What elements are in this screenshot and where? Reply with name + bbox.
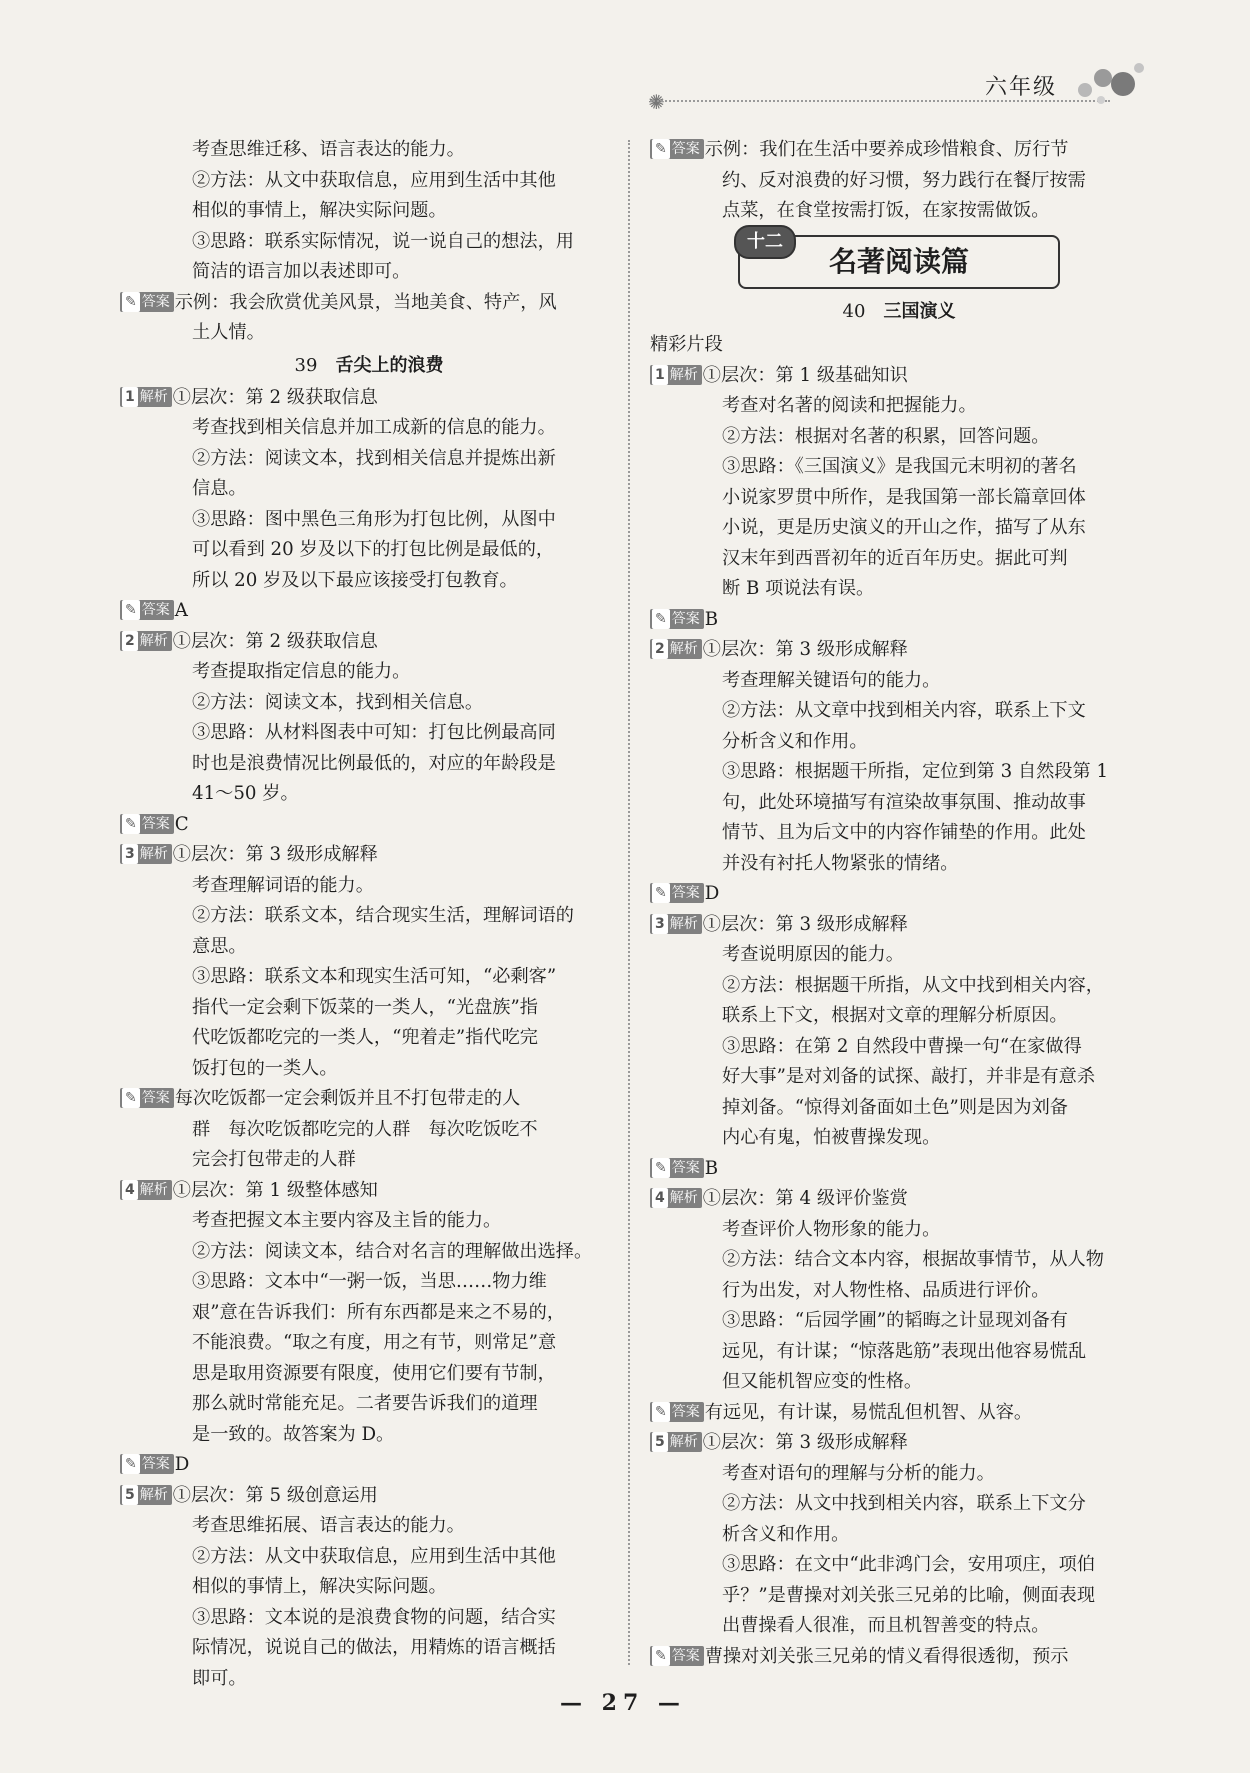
text-line: 不能浪费。“取之有度，用之有节，则常足”意 xyxy=(192,1332,557,1353)
analysis-text: ①层次：第 3 级形成解释 xyxy=(702,639,908,660)
text-line: 汉末年到西晋初年的近百年历史。据此可判 xyxy=(722,547,1068,569)
section-title xyxy=(120,349,618,383)
text-line: ②方法：从文中获取信息，应用到生活中其他 xyxy=(192,169,556,191)
analysis-tag xyxy=(650,639,702,659)
chapter-title-box xyxy=(738,230,1060,289)
answer-tag xyxy=(120,600,174,620)
answer-icon: ✎ xyxy=(652,609,670,629)
section-name: 三国演义 xyxy=(883,300,956,322)
analysis-tag xyxy=(650,365,702,385)
answer-tag xyxy=(650,1646,704,1666)
answer-icon: ✎ xyxy=(652,1402,670,1422)
analysis-text: ①层次：第 2 级获取信息 xyxy=(172,630,378,652)
text-line: ②方法：联系文本，结合现实生活，理解词语的 xyxy=(192,905,574,926)
text-line: 好大事”是对刘备的试探、敲打，并非是有意杀 xyxy=(722,1066,1096,1087)
question-number: 3 xyxy=(652,914,668,934)
analysis-line xyxy=(650,1184,1148,1215)
answer-tag xyxy=(120,1088,174,1108)
answer-text: D xyxy=(704,883,720,904)
text-line: ②方法：根据题干所指，从文中找到相关内容， xyxy=(722,974,1104,996)
answer-text: 曹操对刘关张三兄弟的情义看得很透彻，预示 xyxy=(704,1645,1069,1667)
analysis-text: ①层次：第 5 级创意运用 xyxy=(172,1484,378,1506)
analysis-line xyxy=(120,383,618,414)
analysis-line xyxy=(650,910,1148,941)
analysis-text: ①层次：第 3 级形成解释 xyxy=(172,844,378,865)
analysis-tag xyxy=(650,1188,702,1208)
text-line: 分析含义和作用。 xyxy=(722,730,868,752)
analysis-line xyxy=(120,1481,618,1512)
text-line: 指代一定会剩下饭菜的一类人，“光盘族”指 xyxy=(192,996,538,1018)
text-line: ②方法：结合文本内容，根据故事情节，从人物 xyxy=(722,1249,1104,1270)
answer-label: 答案 xyxy=(671,1159,700,1176)
analysis-tag xyxy=(650,914,702,934)
text-line: 考查思维迁移、语言表达的能力。 xyxy=(192,139,465,160)
answer-tag xyxy=(120,1454,174,1474)
answer-tag xyxy=(650,1158,704,1178)
text-line: ②方法：阅读文本，结合对名言的理解做出选择。 xyxy=(192,1240,593,1262)
question-number: 1 xyxy=(652,365,668,385)
analysis-text: ①层次：第 1 级基础知识 xyxy=(702,364,908,386)
answer-tag xyxy=(650,139,704,159)
text-line: 所以 20 岁及以下最应该接受打包教育。 xyxy=(192,569,518,591)
text-line: 考查说明原因的能力。 xyxy=(722,944,904,965)
answer-label: 答案 xyxy=(671,141,700,157)
text-line: 际情况，说说自己的做法，用精炼的语言概括 xyxy=(192,1637,556,1658)
analysis-text: ①层次：第 2 级获取信息 xyxy=(172,386,378,408)
text-line: 可以看到 20 岁及以下的打包比例是最低的， xyxy=(192,539,555,560)
text-line: 简洁的语言加以表述即可。 xyxy=(192,261,411,282)
answer-text: A xyxy=(174,600,188,621)
text-line: ②方法：阅读文本，找到相关信息。 xyxy=(192,691,484,713)
text-line: 小说家罗贯中所作，是我国第一部长篇章回体 xyxy=(722,486,1086,508)
question-number: 2 xyxy=(122,631,138,651)
analysis-label: 解析 xyxy=(669,1190,698,1206)
text-line: 时也是浪费情况比例最低的，对应的年龄段是 xyxy=(192,752,556,774)
section-title xyxy=(650,295,1148,329)
text-line: 完会打包带走的人群 xyxy=(192,1149,356,1170)
analysis-tag xyxy=(650,1432,702,1452)
answer-icon: ✎ xyxy=(652,883,670,903)
text-line: 情节、且为后文中的内容作铺垫的作用。此处 xyxy=(722,822,1086,843)
analysis-label: 解析 xyxy=(139,1486,168,1503)
text-line: 断 B 项说法有误。 xyxy=(722,578,875,599)
text-line: 信息。 xyxy=(192,478,247,499)
text-line: 那么就时常能充足。二者要告诉我们的道理 xyxy=(192,1393,538,1414)
answer-label: 答案 xyxy=(671,885,700,901)
text-line: ③思路：文本说的是浪费食物的问题，结合实 xyxy=(192,1606,556,1628)
dots-icon xyxy=(1075,60,1155,110)
column-divider xyxy=(628,140,630,1665)
answer-line xyxy=(120,288,618,319)
answer-tag xyxy=(120,292,174,312)
text-line: 相似的事情上，解决实际问题。 xyxy=(192,200,447,221)
text-line: 内心有鬼，怕被曹操发现。 xyxy=(722,1127,941,1148)
grade-label: 六年级 xyxy=(985,75,1058,100)
answer-icon: ✎ xyxy=(122,1088,140,1108)
text-line: ③思路：“后园学圃”的韬晦之计显现刘备有 xyxy=(722,1310,1068,1331)
text-line: 乎？”是曹操对刘关张三兄弟的比喻，侧面表现 xyxy=(722,1584,1096,1606)
question-number: 4 xyxy=(652,1188,668,1208)
text-line: 考查理解关键语句的能力。 xyxy=(722,669,941,691)
text-line: 考查理解词语的能力。 xyxy=(192,874,374,896)
analysis-label: 解析 xyxy=(139,1181,168,1198)
analysis-line xyxy=(120,627,618,658)
answer-label: 答案 xyxy=(141,815,170,832)
text-line: 是一致的。故答案为 D。 xyxy=(192,1423,395,1445)
text-line: 句，此处环境描写有渲染故事氛围、推动故事 xyxy=(722,791,1086,813)
answer-text: C xyxy=(174,813,189,835)
answer-icon: ✎ xyxy=(652,1158,670,1178)
text-line: 析含义和作用。 xyxy=(722,1523,850,1545)
text-line: 考查对名著的阅读和把握能力。 xyxy=(722,395,977,416)
text-line: 考查提取指定信息的能力。 xyxy=(192,661,411,682)
answer-icon: ✎ xyxy=(122,1454,140,1474)
question-number: 5 xyxy=(122,1485,138,1505)
analysis-tag xyxy=(120,844,172,864)
answer-line xyxy=(120,1450,618,1481)
analysis-tag xyxy=(120,1485,172,1505)
answer-line xyxy=(650,1154,1148,1185)
answer-icon: ✎ xyxy=(652,1646,670,1666)
text-line: 但又能机智应变的性格。 xyxy=(722,1371,923,1392)
text-line: 考查找到相关信息并加工成新的信息的能力。 xyxy=(192,417,556,438)
answer-text: D xyxy=(174,1454,190,1475)
answer-icon: ✎ xyxy=(652,139,670,159)
star-icon: ✺ xyxy=(648,90,665,114)
analysis-line xyxy=(120,1176,618,1207)
text-line: 群 每次吃饭都吃完的人群 每次吃饭吃不 xyxy=(192,1118,538,1140)
text-line: ③思路：文本中“一粥一饭，当思……物力维 xyxy=(192,1271,547,1292)
answer-text: 每次吃饭都一定会剩饭并且不打包带走的人 xyxy=(174,1088,521,1109)
left-column xyxy=(120,135,618,1694)
answer-line xyxy=(650,1642,1148,1673)
answer-line xyxy=(650,135,1148,166)
answer-line xyxy=(650,879,1148,910)
answer-tag xyxy=(120,814,174,834)
text-line: 考查评价人物形象的能力。 xyxy=(722,1218,941,1240)
analysis-label: 解析 xyxy=(669,1434,698,1450)
question-number: 3 xyxy=(122,844,138,864)
text-line: 考查把握文本主要内容及主旨的能力。 xyxy=(192,1210,502,1231)
analysis-text: ①层次：第 3 级形成解释 xyxy=(702,1432,908,1453)
analysis-tag xyxy=(120,387,172,407)
answer-text: B xyxy=(704,1157,719,1179)
text-line: 即可。 xyxy=(192,1667,247,1689)
question-number: 5 xyxy=(652,1432,668,1452)
subsection-label: 精彩片段 xyxy=(650,333,723,355)
analysis-line xyxy=(120,840,618,871)
text-line: 土人情。 xyxy=(192,322,265,343)
answer-text: B xyxy=(704,608,719,630)
text-line: 小说，更是历史演义的开山之作，描写了从东 xyxy=(722,517,1086,538)
text-line: ②方法：阅读文本，找到相关信息并提炼出新 xyxy=(192,447,556,469)
text-line: ③思路：联系实际情况，说一说自己的想法，用 xyxy=(192,230,574,252)
text-line: ③思路：根据题干所指，定位到第 3 自然段第 1 xyxy=(722,761,1109,782)
text-line: ③思路：在第 2 自然段中曹操一句“在家做得 xyxy=(722,1035,1082,1057)
analysis-label: 解析 xyxy=(669,915,698,932)
text-line: ②方法：根据对名著的积累，回答问题。 xyxy=(722,425,1050,447)
text-line: ③思路：图中黑色三角形为打包比例，从图中 xyxy=(192,508,556,530)
analysis-label: 解析 xyxy=(669,641,698,657)
analysis-line xyxy=(650,635,1148,666)
section-number: 40 xyxy=(842,300,866,322)
answer-label: 答案 xyxy=(141,1090,170,1106)
text-line: 考查对语句的理解与分析的能力。 xyxy=(722,1462,995,1484)
page-number: — 27 — xyxy=(560,1690,686,1716)
text-line: 相似的事情上，解决实际问题。 xyxy=(192,1576,447,1597)
text-line: 出曹操看人很准，而且机智善变的特点。 xyxy=(722,1615,1050,1636)
chapter-number: 十二 xyxy=(734,225,796,259)
answer-tag xyxy=(650,883,704,903)
chapter-title: 名著阅读篇 xyxy=(828,244,969,278)
text-line: 联系上下文，根据对文章的理解分析原因。 xyxy=(722,1005,1068,1026)
analysis-label: 解析 xyxy=(139,632,168,649)
answer-line xyxy=(120,596,618,627)
answer-tag xyxy=(650,609,704,629)
section-number: 39 xyxy=(294,354,318,376)
answer-text: 示例：我会欣赏优美风景，当地美食、特产，风 xyxy=(174,291,557,313)
analysis-label: 解析 xyxy=(139,388,168,405)
right-column xyxy=(650,135,1148,1672)
answer-line xyxy=(650,1398,1148,1429)
answer-label: 答案 xyxy=(671,1403,700,1420)
analysis-label: 解析 xyxy=(669,366,698,383)
answer-label: 答案 xyxy=(671,1647,700,1664)
answer-text: 示例：我们在生活中要养成珍惜粮食、厉行节 xyxy=(704,139,1069,160)
answer-tag xyxy=(650,1402,704,1422)
text-line: 约、反对浪费的好习惯，努力践行在餐厅按需 xyxy=(722,169,1086,191)
text-line: 艰”意在告诉我们：所有东西都是来之不易的， xyxy=(192,1301,566,1323)
answer-icon: ✎ xyxy=(122,292,140,312)
answer-line xyxy=(120,1084,618,1115)
answer-icon: ✎ xyxy=(122,600,140,620)
text-line: 掉刘备。“惊得刘备面如土色”则是因为刘备 xyxy=(722,1096,1068,1118)
analysis-line xyxy=(650,361,1148,392)
analysis-text: ①层次：第 4 级评价鉴赏 xyxy=(702,1188,908,1209)
answer-label: 答案 xyxy=(671,610,700,627)
answer-line xyxy=(120,810,618,841)
analysis-tag xyxy=(120,631,172,651)
text-line: 思是取用资源要有限度，使用它们要有节制， xyxy=(192,1362,556,1384)
answer-label: 答案 xyxy=(141,293,170,310)
analysis-tag xyxy=(120,1180,172,1200)
analysis-text: ①层次：第 3 级形成解释 xyxy=(702,913,908,935)
analysis-line xyxy=(650,1428,1148,1459)
text-line: 行为出发，对人物性格、品质进行评价。 xyxy=(722,1279,1050,1301)
answer-icon: ✎ xyxy=(122,814,140,834)
text-line: 41～50 岁。 xyxy=(192,783,299,804)
text-line: 并没有衬托人物紧张的情绪。 xyxy=(722,852,959,874)
text-line: ③思路：在文中“此非鸿门会，安用项庄，项伯 xyxy=(722,1554,1096,1575)
text-line: 代吃饭都吃完的一类人，“兜着走”指代吃完 xyxy=(192,1027,538,1048)
answer-line xyxy=(650,605,1148,636)
answer-label: 答案 xyxy=(141,602,170,618)
text-line: 远见，有计谋；“惊落匙筋”表现出他容易慌乱 xyxy=(722,1340,1087,1362)
text-line: 考查思维拓展、语言表达的能力。 xyxy=(192,1515,465,1536)
text-line: ③思路：联系文本和现实生活可知，“必剩客” xyxy=(192,966,557,987)
question-number: 2 xyxy=(652,639,668,659)
text-line: 意思。 xyxy=(192,935,247,957)
text-line: 饭打包的一类人。 xyxy=(192,1057,338,1079)
question-number: 4 xyxy=(122,1180,138,1200)
answer-label: 答案 xyxy=(141,1456,170,1472)
analysis-text: ①层次：第 1 级整体感知 xyxy=(172,1179,378,1201)
question-number: 1 xyxy=(122,387,138,407)
section-name: 舌尖上的浪费 xyxy=(335,354,444,376)
text-line: ②方法：从文中获取信息，应用到生活中其他 xyxy=(192,1545,556,1567)
text-line: 点菜，在食堂按需打饭，在家按需做饭。 xyxy=(722,200,1050,221)
answer-text: 有远见，有计谋，易慌乱但机智、从容。 xyxy=(704,1401,1033,1423)
text-line: ③思路：《三国演义》是我国元末明初的著名 xyxy=(722,456,1077,477)
text-line: ③思路：从材料图表中可知：打包比例最高同 xyxy=(192,722,556,743)
analysis-label: 解析 xyxy=(139,846,168,862)
text-line: ②方法：从文中找到相关内容，联系上下文分 xyxy=(722,1493,1086,1514)
text-line: ②方法：从文章中找到相关内容，联系上下文 xyxy=(722,700,1086,721)
